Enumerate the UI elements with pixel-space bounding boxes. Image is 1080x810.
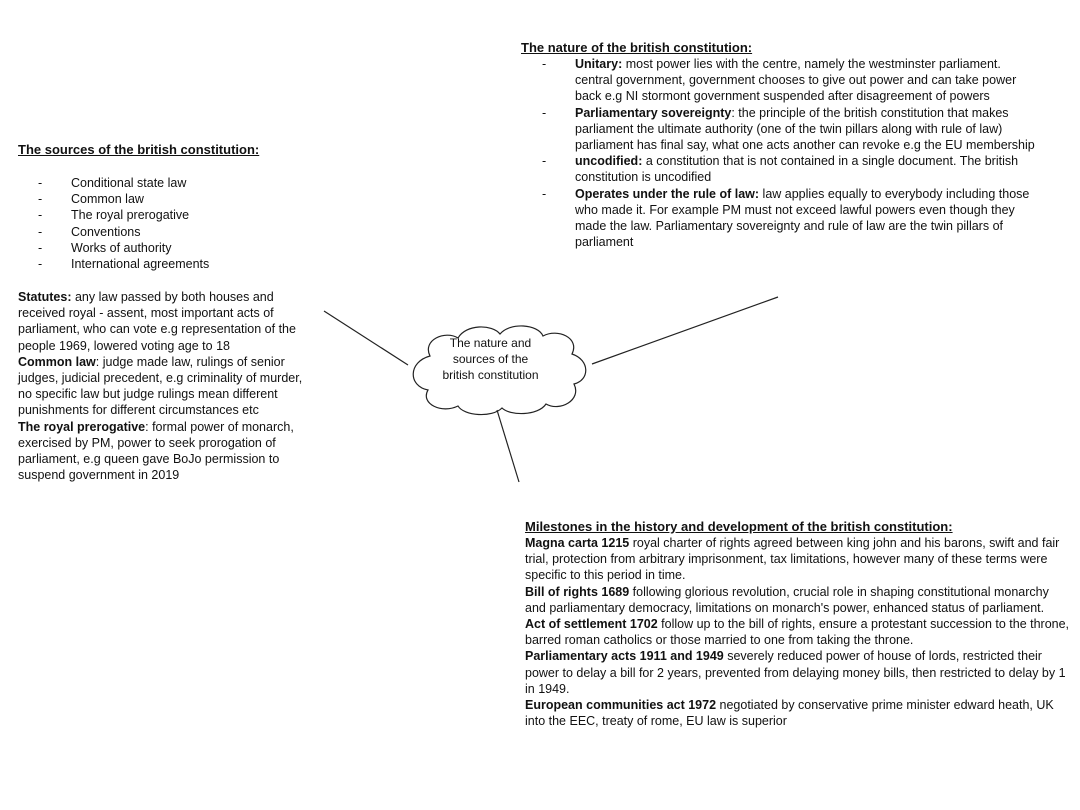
milestone-bill-of-rights: [525, 584, 1070, 616]
center-topic-label: The nature and sources of the british constitution: [442, 336, 539, 382]
nature-text: a constitution that is not contained in a single document. The british constitution is uncodified: [575, 154, 1019, 185]
detail-text: : judge made law, rulings of senior judges, judicial precedent, e.g criminality of murder, no specific law but judge rulings mean different punishments for different circumstances etc: [18, 354, 303, 418]
detail-common-law: [18, 354, 318, 419]
list-item: - Works of authority: [38, 240, 209, 256]
milestone-text: negotiated by conservative prime minister edward heath, UK into the EEC, treaty of rome, EU law is superior: [525, 698, 1054, 729]
milestone-magna-carta: [525, 535, 1070, 584]
detail-term: Statutes:: [18, 290, 72, 304]
milestones-list: [525, 535, 1070, 729]
detail-royal-prerogative: [18, 419, 318, 484]
milestone-term: European communities act 1972: [525, 698, 717, 713]
nature-text: : the principle of the british constitution that makes parliament the ultimate authority (one of the twin pillars along with rule of law) parliament has final say, what one acts another can revoke e.g the EU membership: [575, 105, 1035, 153]
milestone-european-communities-act: [525, 697, 1070, 729]
nature-item-sovereignty: [540, 105, 1040, 154]
nature-term: Operates under the rule of law:: [575, 186, 760, 201]
nature-text: law applies equally to everybody including those who made it. For example PM must not exceed lawful powers even though they made the law. Parliamentary sovereignty and rule of law are the twin pillars of parliament: [575, 186, 1030, 250]
list-item: - Conditional state law: [38, 175, 209, 191]
nature-heading: The nature of the british constitution:: [521, 40, 753, 55]
milestone-text: royal charter of rights agreed between king john and his barons, swift and fair trial, protection from arbitrary imprisonment, tax limitations, however many of these terms were specific to this period in time.: [525, 536, 1060, 583]
nature-term: Parliamentary sovereignty: [575, 105, 732, 120]
milestone-text: following glorious revolution, crucial role in shaping constitutional monarchy and parliamentary democracy, limitations on monarch's power, enhanced status of parliament.: [525, 584, 1049, 615]
list-item: - Conventions: [38, 224, 209, 240]
milestone-term: Act of settlement 1702: [525, 617, 658, 632]
nature-term: Unitary:: [575, 57, 623, 71]
milestone-term: Bill of rights 1689: [525, 584, 630, 599]
nature-item-rule-of-law: [540, 186, 1040, 251]
detail-term: Common law: [18, 354, 96, 369]
milestone-term: Parliamentary acts 1911 and 1949: [525, 649, 724, 664]
detail-term: The royal prerogative: [18, 419, 146, 434]
milestone-parliamentary-acts: [525, 648, 1070, 697]
sources-list: [38, 175, 209, 272]
sources-heading: The sources of the british constitution:: [18, 142, 260, 157]
connector-line-bottom: [497, 410, 519, 482]
nature-list: [540, 56, 1040, 250]
nature-text: most power lies with the centre, namely the westminster parliament. central government, government chooses to give out power and can take power back e.g NI stormont government suspended after disagreement of powers: [575, 57, 1017, 104]
milestone-act-of-settlement: [525, 616, 1070, 648]
detail-text: any law passed by both houses and received royal - assent, most important acts of parliament, who can vote e.g representation of the people 1969, lowered voting age to 18: [18, 290, 296, 353]
connector-line-right: [592, 297, 778, 364]
connector-line-left: [324, 311, 408, 365]
milestone-term: Magna carta 1215: [525, 536, 630, 550]
list-item: - International agreements: [38, 256, 209, 272]
detail-text: : formal power of monarch, exercised by PM, power to seek prorogation of parliament, e.g queen gave BoJo permission to suspend government in 2019: [18, 419, 294, 483]
list-item: - Common law: [38, 191, 209, 207]
nature-term: uncodified:: [575, 154, 643, 169]
milestone-text: severely reduced power of house of lords, restricted their power to delay a bill for 2 years, prevented from delaying money bills, then restricted to delay by 1 in 1949.: [525, 649, 1066, 696]
milestones-heading: Milestones in the history and development of the british constitution:: [525, 519, 953, 534]
nature-item-uncodified: [540, 153, 1040, 185]
list-item: - The royal prerogative: [38, 207, 209, 223]
sources-details: [18, 289, 318, 483]
detail-statutes: [18, 289, 318, 354]
nature-item-unitary: [540, 56, 1040, 105]
milestone-text: follow up to the bill of rights, ensure a protestant succession to the throne, barred roman catholics or those married to one from taking the throne.: [525, 617, 1070, 648]
